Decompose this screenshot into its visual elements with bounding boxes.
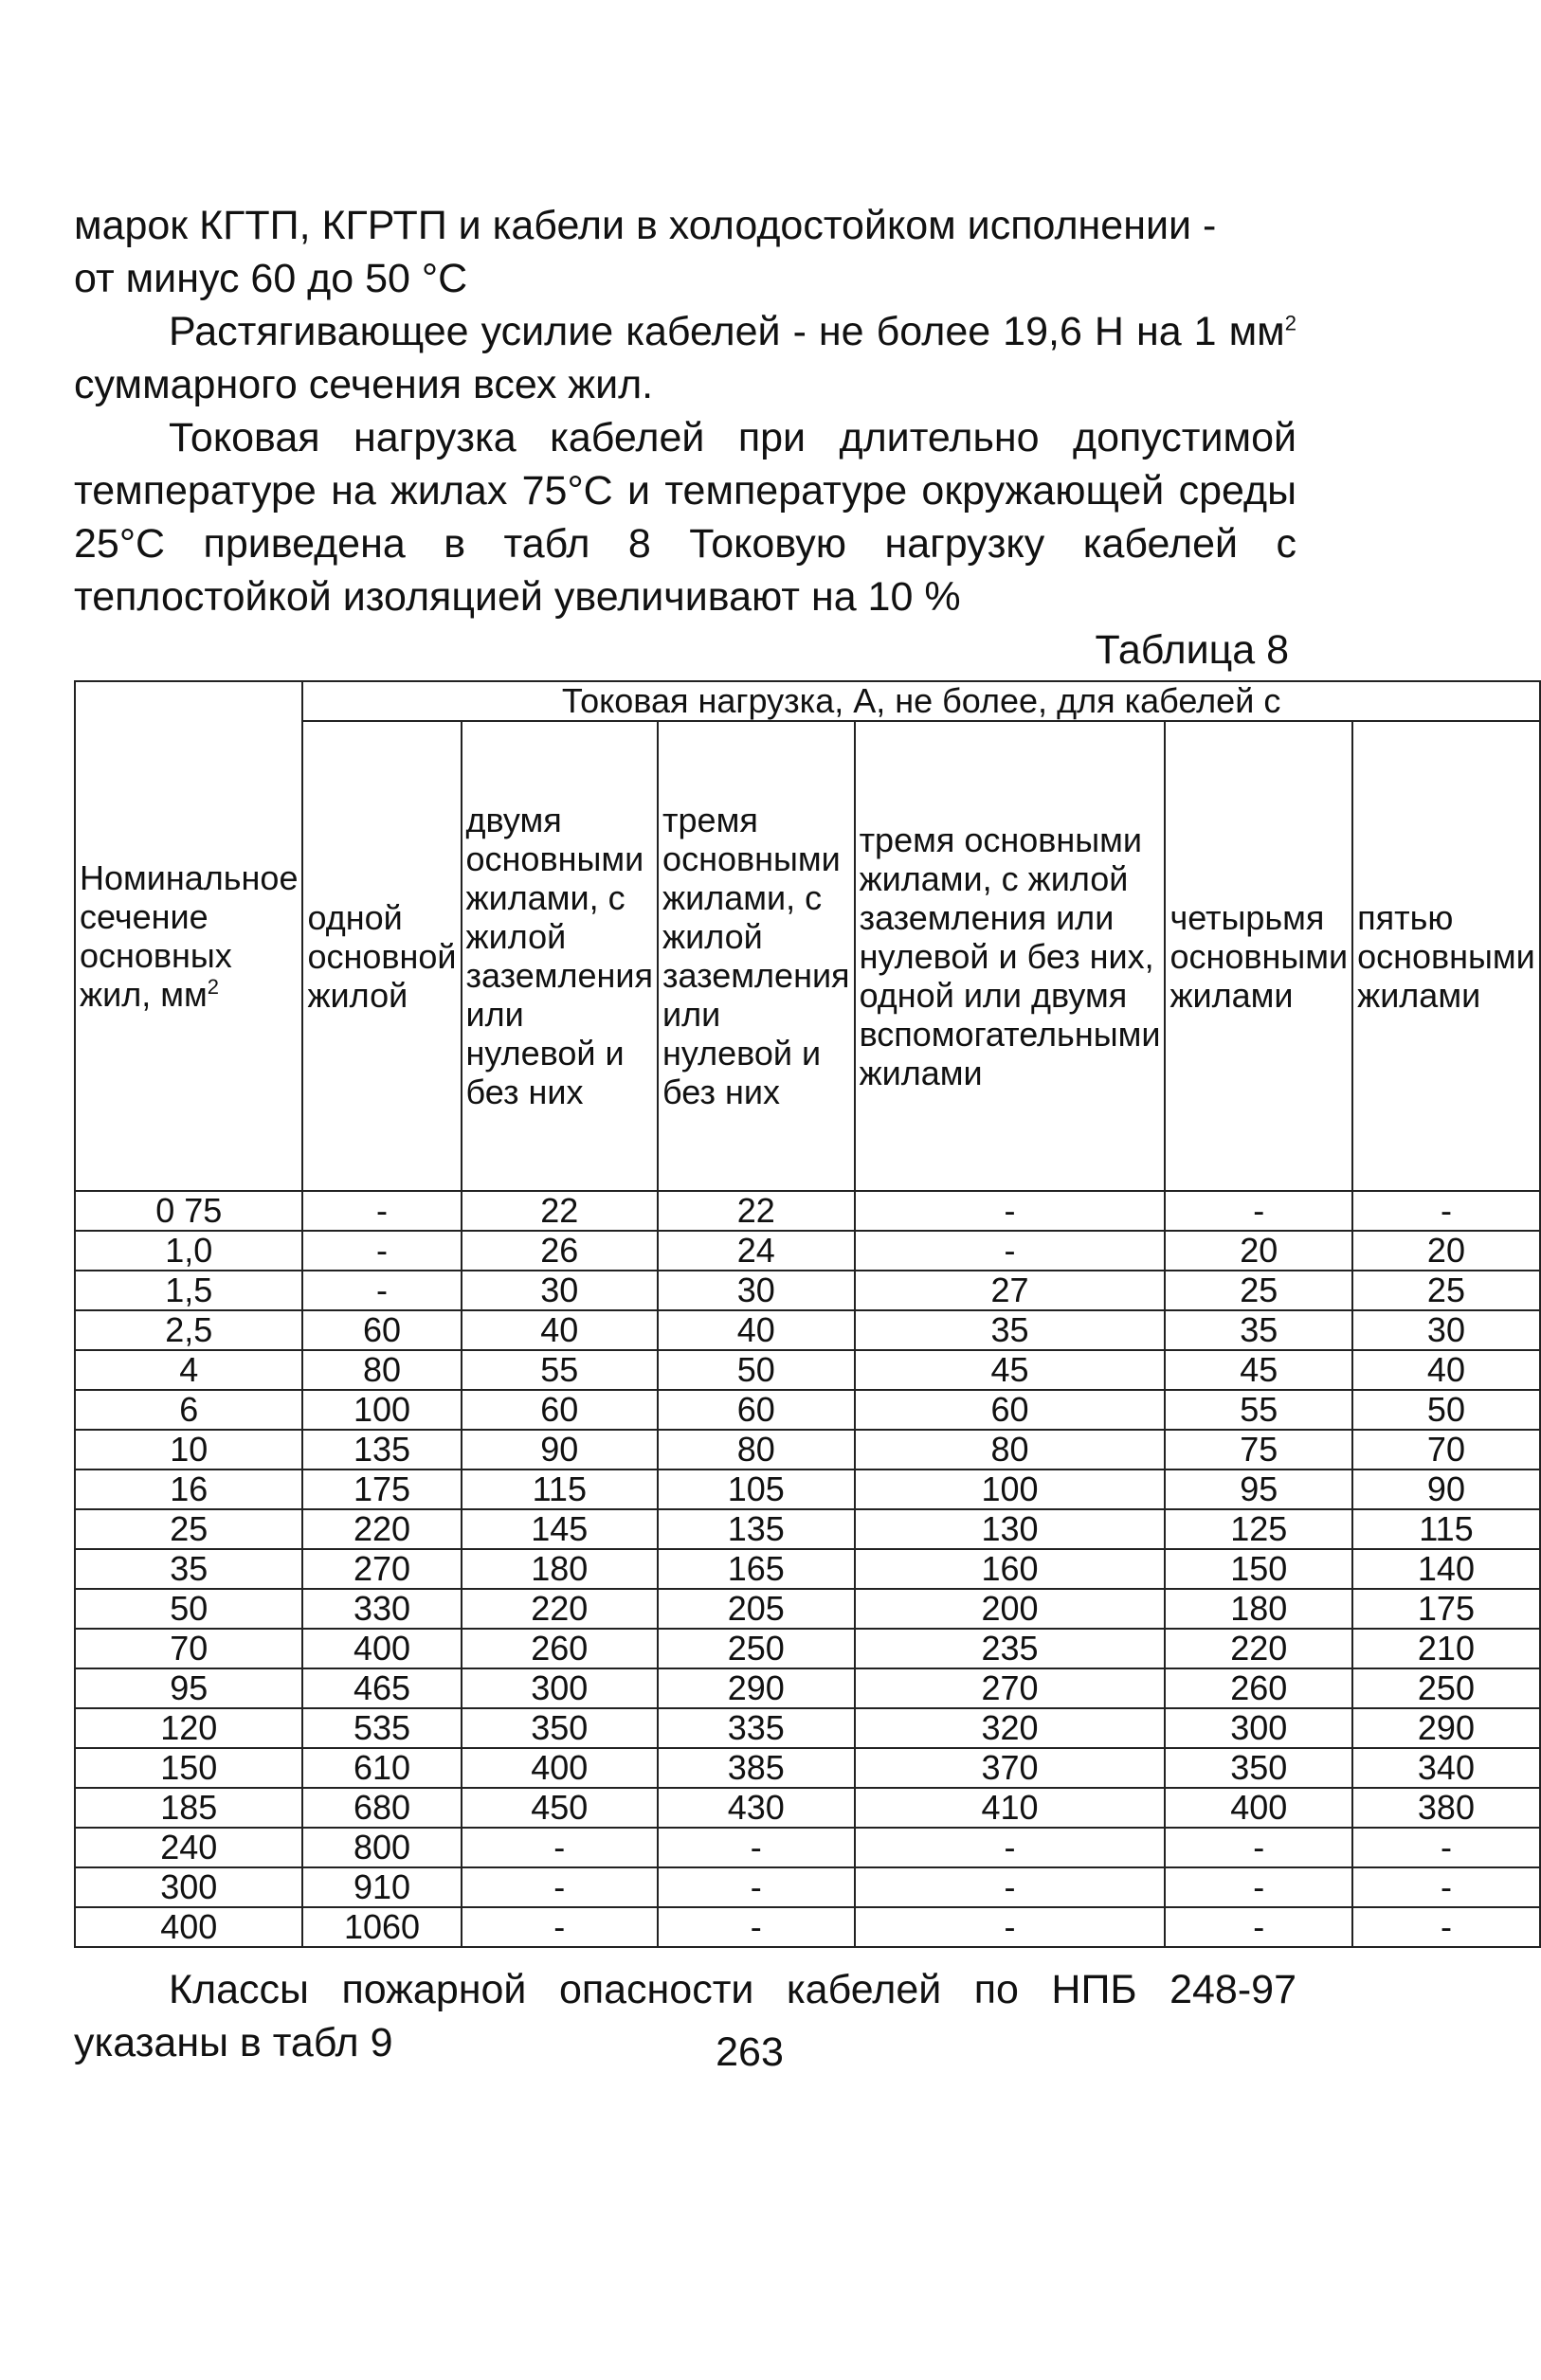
current-load-cell: -: [302, 1191, 461, 1231]
table-row: [75, 1509, 1540, 1549]
current-load-cell: 35: [855, 1310, 1166, 1350]
current-load-cell: -: [1352, 1867, 1540, 1907]
current-load-cell: 115: [1352, 1509, 1540, 1549]
current-load-cell: 24: [658, 1231, 855, 1271]
cross-section-cell: 1,5: [75, 1271, 302, 1310]
table-row: [75, 1788, 1540, 1828]
table-row: [75, 1907, 1540, 1947]
current-load-cell: 300: [462, 1668, 659, 1708]
current-load-cell: 25: [1352, 1271, 1540, 1310]
current-load-cell: 27: [855, 1271, 1166, 1310]
cross-section-cell: 240: [75, 1828, 302, 1867]
document-page: [74, 199, 1535, 2069]
current-load-cell: 160: [855, 1549, 1166, 1589]
current-load-cell: -: [462, 1828, 659, 1867]
current-load-cell: 45: [855, 1350, 1166, 1390]
current-load-cell: 130: [855, 1509, 1166, 1549]
column-header-one-core: одной основной жилой: [302, 721, 461, 1191]
current-load-cell: 140: [1352, 1549, 1540, 1589]
current-load-cell: 205: [658, 1589, 855, 1629]
current-load-cell: 50: [1352, 1390, 1540, 1430]
row-header-sup: 2: [207, 975, 219, 999]
current-load-cell: 380: [1352, 1788, 1540, 1828]
current-load-cell: -: [855, 1867, 1166, 1907]
tensile-text-end: суммарного сечения всех жил.: [74, 362, 654, 407]
current-load-cell: 135: [658, 1509, 855, 1549]
current-load-cell: 22: [658, 1191, 855, 1231]
cross-section-cell: 120: [75, 1708, 302, 1748]
current-load-cell: 210: [1352, 1629, 1540, 1668]
current-load-cell: -: [302, 1271, 461, 1310]
current-load-cell: 385: [658, 1748, 855, 1788]
current-load-cell: 20: [1352, 1231, 1540, 1271]
current-load-cell: 330: [302, 1589, 461, 1629]
table-row: [75, 1549, 1540, 1589]
current-load-cell: 125: [1165, 1509, 1352, 1549]
cross-section-cell: 95: [75, 1668, 302, 1708]
current-load-cell: 80: [855, 1430, 1166, 1469]
cross-section-cell: 1,0: [75, 1231, 302, 1271]
current-load-cell: 350: [462, 1708, 659, 1748]
table-row: [75, 1708, 1540, 1748]
current-load-cell: 800: [302, 1828, 461, 1867]
row-header-label: Номинальное сечение основных жил, мм: [80, 858, 299, 1014]
current-load-cell: 30: [1352, 1310, 1540, 1350]
cross-section-cell: 10: [75, 1430, 302, 1469]
paragraph-tensile-force: [74, 305, 1296, 411]
current-load-cell: -: [658, 1907, 855, 1947]
current-load-cell: -: [1352, 1191, 1540, 1231]
current-load-cell: -: [658, 1828, 855, 1867]
table-row: [75, 1748, 1540, 1788]
current-load-cell: -: [855, 1231, 1166, 1271]
current-load-cell: 610: [302, 1748, 461, 1788]
current-load-cell: 60: [462, 1390, 659, 1430]
current-load-cell: 200: [855, 1589, 1166, 1629]
current-load-cell: 535: [302, 1708, 461, 1748]
current-load-cell: 30: [658, 1271, 855, 1310]
current-load-cell: 60: [855, 1390, 1166, 1430]
current-load-cell: -: [302, 1231, 461, 1271]
cross-section-cell: 185: [75, 1788, 302, 1828]
current-load-cell: -: [1352, 1828, 1540, 1867]
current-load-cell: 250: [658, 1629, 855, 1668]
current-load-cell: 400: [302, 1629, 461, 1668]
current-load-cell: 335: [658, 1708, 855, 1748]
cross-section-cell: 16: [75, 1469, 302, 1509]
current-load-cell: 220: [1165, 1629, 1352, 1668]
cross-section-cell: 150: [75, 1748, 302, 1788]
current-load-cell: -: [658, 1867, 855, 1907]
current-load-cell: 450: [462, 1788, 659, 1828]
current-load-cell: 465: [302, 1668, 461, 1708]
current-load-cell: -: [1165, 1867, 1352, 1907]
cross-section-cell: 70: [75, 1629, 302, 1668]
current-load-cell: -: [855, 1828, 1166, 1867]
paragraph-fire-class: Классы пожарной опасности кабелей по НПБ 248-97 указаны в табл 9: [74, 1967, 1296, 2065]
table-row: [75, 1469, 1540, 1509]
current-load-cell: 220: [462, 1589, 659, 1629]
cross-section-cell: 0 75: [75, 1191, 302, 1231]
column-header-four-core: четырьмя основными жилами: [1165, 721, 1352, 1191]
current-load-cell: 75: [1165, 1430, 1352, 1469]
current-load-cell: 90: [462, 1430, 659, 1469]
current-load-cell: 70: [1352, 1430, 1540, 1469]
cross-section-cell: 50: [75, 1589, 302, 1629]
cross-section-cell: 300: [75, 1867, 302, 1907]
column-header-three-core: тремя основными жилами, с жилой заземления или нулевой и без них: [658, 721, 855, 1191]
current-load-cell: 40: [462, 1310, 659, 1350]
current-load-cell: 22: [462, 1191, 659, 1231]
current-load-cell: -: [1352, 1907, 1540, 1947]
row-header-cell: [75, 681, 302, 1191]
current-load-cell: 105: [658, 1469, 855, 1509]
table-row: [75, 1828, 1540, 1867]
current-load-cell: 260: [1165, 1668, 1352, 1708]
current-load-cell: 680: [302, 1788, 461, 1828]
table-row: [75, 1867, 1540, 1907]
table-row: [75, 1668, 1540, 1708]
cross-section-cell: 4: [75, 1350, 302, 1390]
table-row: [75, 1390, 1540, 1430]
current-load-cell: 135: [302, 1430, 461, 1469]
current-load-cell: 50: [658, 1350, 855, 1390]
current-load-cell: 20: [1165, 1231, 1352, 1271]
current-load-cell: 400: [462, 1748, 659, 1788]
table-row: [75, 1271, 1540, 1310]
table-row: [75, 1310, 1540, 1350]
current-load-cell: 40: [1352, 1350, 1540, 1390]
group-header-cell: Токовая нагрузка, А, не более, для кабелей с: [302, 681, 1539, 721]
current-load-cell: 175: [302, 1469, 461, 1509]
column-header-three-core-aux: тремя основными жилами, с жилой заземления или нулевой и без них, одной или двумя вспомогательными жилами: [855, 721, 1166, 1191]
current-load-cell: 235: [855, 1629, 1166, 1668]
current-load-cell: 180: [462, 1549, 659, 1589]
current-load-cell: -: [1165, 1828, 1352, 1867]
current-load-cell: 100: [855, 1469, 1166, 1509]
paragraph-current-load: Токовая нагрузка кабелей при длительно допустимой температуре на жилах 75°С и температуре окружающей среды 25°С приведена в табл 8 Токовую нагрузку кабелей с теплостойкой изоляцией увеличивают на 10 %: [74, 415, 1296, 620]
tensile-sup: 2: [1284, 311, 1296, 335]
current-load-cell: -: [1165, 1907, 1352, 1947]
current-load-cell: 145: [462, 1509, 659, 1549]
current-load-cell: 115: [462, 1469, 659, 1509]
current-load-cell: 270: [855, 1668, 1166, 1708]
current-load-cell: 350: [1165, 1748, 1352, 1788]
current-load-cell: 35: [1165, 1310, 1352, 1350]
current-load-cell: -: [462, 1867, 659, 1907]
current-load-cell: 60: [302, 1310, 461, 1350]
table-body: [75, 1191, 1540, 1947]
table-row: [75, 1350, 1540, 1390]
table-row: [75, 1629, 1540, 1668]
current-load-cell: 26: [462, 1231, 659, 1271]
current-load-cell: 410: [855, 1788, 1166, 1828]
current-load-cell: 1060: [302, 1907, 461, 1947]
current-load-cell: 175: [1352, 1589, 1540, 1629]
current-load-cell: 260: [462, 1629, 659, 1668]
current-load-cell: 55: [1165, 1390, 1352, 1430]
paragraph-intro-line2: от минус 60 до 50 °С: [74, 256, 468, 301]
current-load-cell: -: [855, 1907, 1166, 1947]
table-caption: Таблица 8: [1095, 627, 1289, 673]
current-load-cell: 290: [658, 1668, 855, 1708]
current-load-cell: 100: [302, 1390, 461, 1430]
current-load-cell: 180: [1165, 1589, 1352, 1629]
current-load-cell: -: [1165, 1191, 1352, 1231]
column-header-two-core: двумя основными жилами, с жилой заземления или нулевой и без них: [462, 721, 659, 1191]
current-load-cell: -: [855, 1191, 1166, 1231]
tensile-text: Растягивающее усилие кабелей - не более 19,6 Н на 1 мм: [169, 309, 1285, 354]
current-load-cell: 290: [1352, 1708, 1540, 1748]
current-load-cell: 95: [1165, 1469, 1352, 1509]
current-load-cell: 150: [1165, 1549, 1352, 1589]
page-number: 263: [716, 2029, 784, 2075]
cross-section-cell: 25: [75, 1509, 302, 1549]
table-row: [75, 1191, 1540, 1231]
table-row: [75, 1231, 1540, 1271]
table-row: [75, 1430, 1540, 1469]
current-load-cell: -: [462, 1907, 659, 1947]
current-load-cell: 910: [302, 1867, 461, 1907]
current-load-cell: 400: [1165, 1788, 1352, 1828]
current-load-cell: 320: [855, 1708, 1166, 1748]
paragraph-intro-line1: марок КГТП, КГРТП и кабели в холодостойком исполнении -: [74, 203, 1217, 248]
current-load-cell: 300: [1165, 1708, 1352, 1748]
current-load-cell: 80: [658, 1430, 855, 1469]
table-row: [75, 1589, 1540, 1629]
cross-section-cell: 6: [75, 1390, 302, 1430]
current-load-table: [74, 680, 1541, 1948]
current-load-cell: 270: [302, 1549, 461, 1589]
current-load-cell: 90: [1352, 1469, 1540, 1509]
current-load-cell: 30: [462, 1271, 659, 1310]
cross-section-cell: 400: [75, 1907, 302, 1947]
column-header-five-core: пятью основными жилами: [1352, 721, 1540, 1191]
current-load-cell: 25: [1165, 1271, 1352, 1310]
current-load-cell: 55: [462, 1350, 659, 1390]
cross-section-cell: 35: [75, 1549, 302, 1589]
current-load-cell: 430: [658, 1788, 855, 1828]
current-load-cell: 340: [1352, 1748, 1540, 1788]
current-load-cell: 40: [658, 1310, 855, 1350]
current-load-cell: 165: [658, 1549, 855, 1589]
current-load-cell: 370: [855, 1748, 1166, 1788]
current-load-cell: 220: [302, 1509, 461, 1549]
current-load-cell: 60: [658, 1390, 855, 1430]
cross-section-cell: 2,5: [75, 1310, 302, 1350]
current-load-cell: 250: [1352, 1668, 1540, 1708]
current-load-cell: 80: [302, 1350, 461, 1390]
current-load-cell: 45: [1165, 1350, 1352, 1390]
